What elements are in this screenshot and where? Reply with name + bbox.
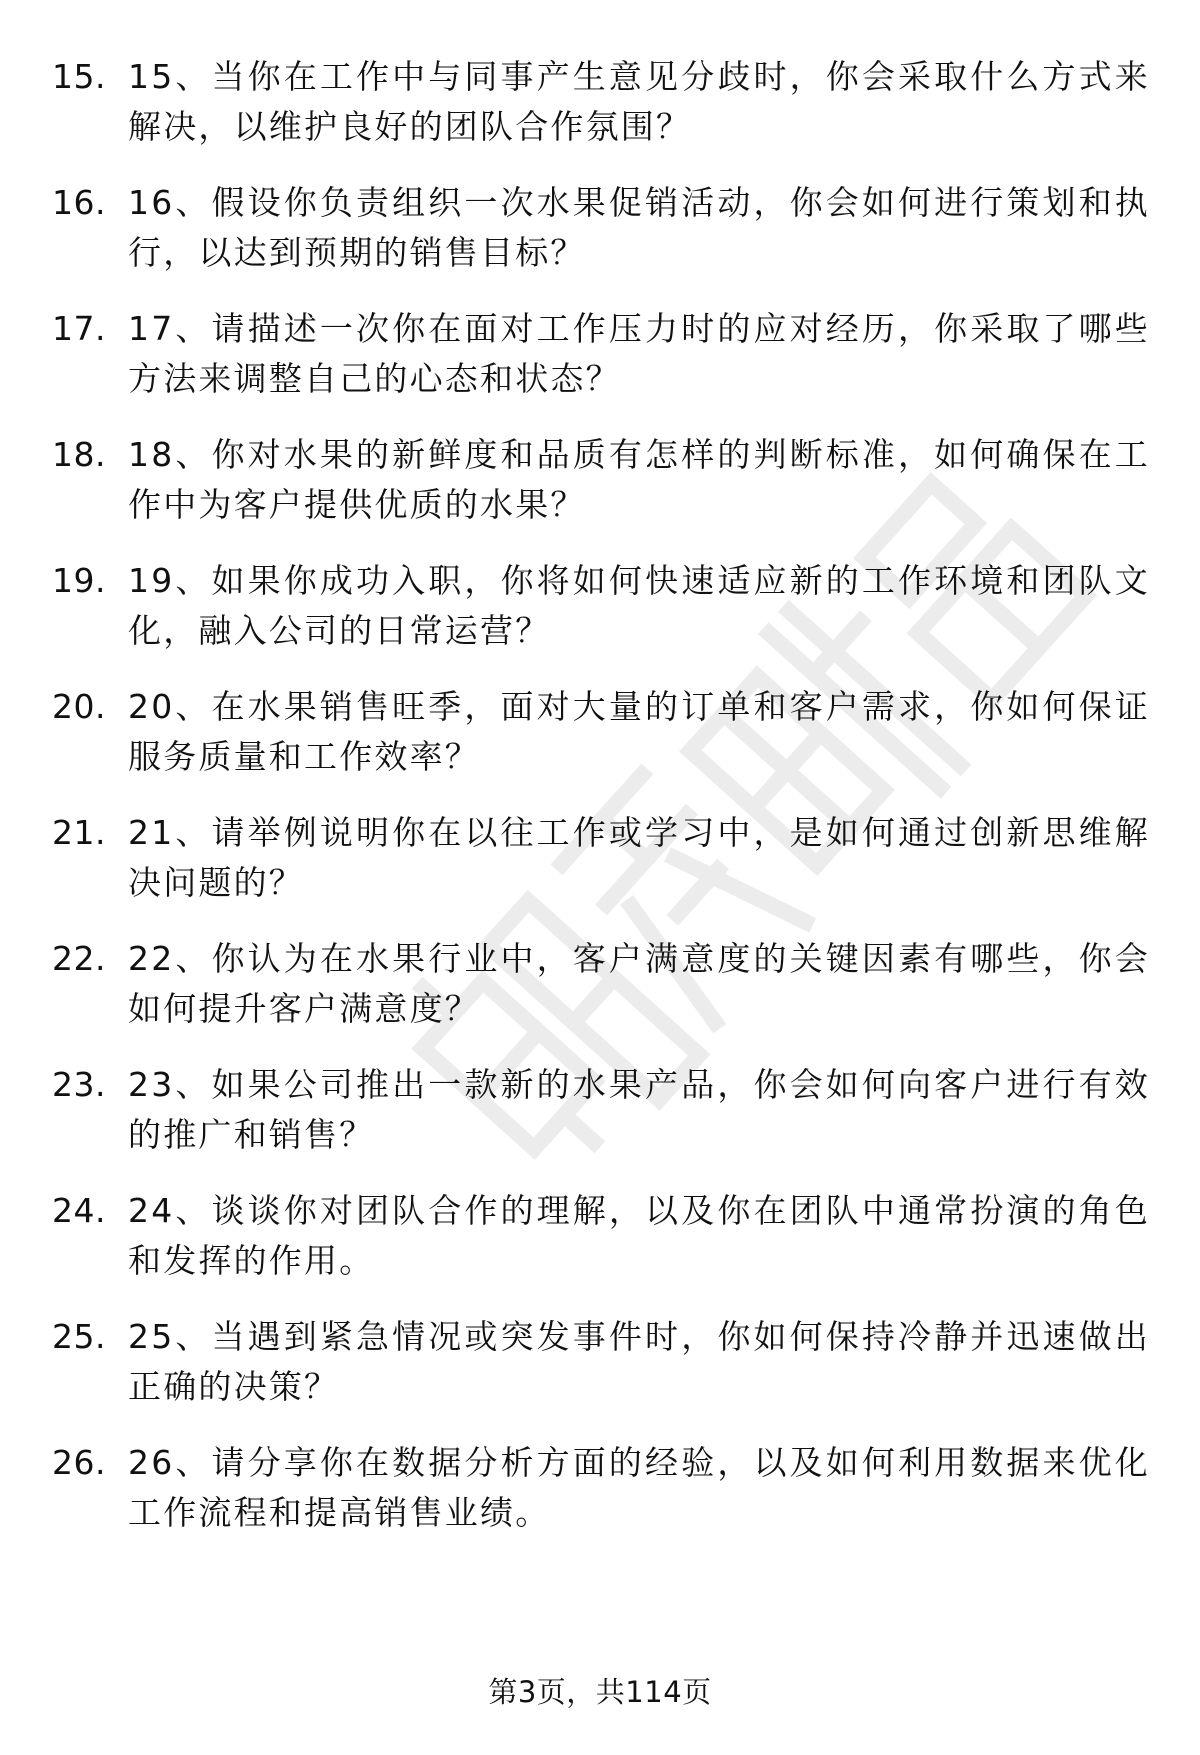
question-number: 22. [52, 939, 106, 978]
question-item [0, 682, 1200, 782]
question-text: 15、当你在工作中与同事产生意见分歧时，你会采取什么方式来解决，以维护良好的团队合作氛围？ [128, 57, 1150, 146]
question-item [0, 178, 1200, 278]
question-number: 26. [52, 1443, 106, 1482]
question-item [0, 1438, 1200, 1538]
question-number: 19. [52, 561, 106, 600]
question-text: 16、假设你负责组织一次水果促销活动，你会如何进行策划和执行，以达到预期的销售目标？ [128, 183, 1150, 272]
question-number: 20. [52, 687, 106, 726]
question-text: 18、你对水果的新鲜度和品质有怎样的判断标准，如何确保在工作中为客户提供优质的水果？ [128, 435, 1150, 524]
question-item [0, 934, 1200, 1034]
page-footer: 第3页，共114页 [488, 1675, 712, 1709]
question-item [0, 304, 1200, 404]
question-text: 23、如果公司推出一款新的水果产品，你会如何向客户进行有效的推广和销售？ [128, 1065, 1150, 1154]
question-number: 24. [52, 1191, 106, 1230]
question-item [0, 808, 1200, 908]
question-item [0, 430, 1200, 530]
question-number: 25. [52, 1317, 106, 1356]
question-text: 17、请描述一次你在面对工作压力时的应对经历，你采取了哪些方法来调整自己的心态和状态？ [128, 309, 1150, 398]
question-item [0, 556, 1200, 656]
question-item [0, 1186, 1200, 1286]
question-item [0, 52, 1200, 152]
question-text: 19、如果你成功入职，你将如何快速适应新的工作环境和团队文化，融入公司的日常运营？ [128, 561, 1150, 650]
question-item [0, 1312, 1200, 1412]
question-text: 22、你认为在水果行业中，客户满意度的关键因素有哪些，你会如何提升客户满意度？ [128, 939, 1150, 1028]
question-number: 16. [52, 183, 106, 222]
question-number: 18. [52, 435, 106, 474]
question-list [0, 52, 1200, 1564]
question-number: 23. [52, 1065, 106, 1104]
question-number: 21. [52, 813, 106, 852]
question-item [0, 1060, 1200, 1160]
question-text: 26、请分享你在数据分析方面的经验，以及如何利用数据来优化工作流程和提高销售业绩。 [128, 1443, 1150, 1532]
question-text: 25、当遇到紧急情况或突发事件时，你如何保持冷静并迅速做出正确的决策？ [128, 1317, 1150, 1406]
question-number: 17. [52, 309, 106, 348]
question-text: 21、请举例说明你在以往工作或学习中，是如何通过创新思维解决问题的？ [128, 813, 1150, 902]
question-text: 24、谈谈你对团队合作的理解，以及你在团队中通常扮演的角色和发挥的作用。 [128, 1191, 1150, 1280]
question-number: 15. [52, 57, 106, 96]
question-text: 20、在水果销售旺季，面对大量的订单和客户需求，你如何保证服务质量和工作效率？ [128, 687, 1150, 776]
